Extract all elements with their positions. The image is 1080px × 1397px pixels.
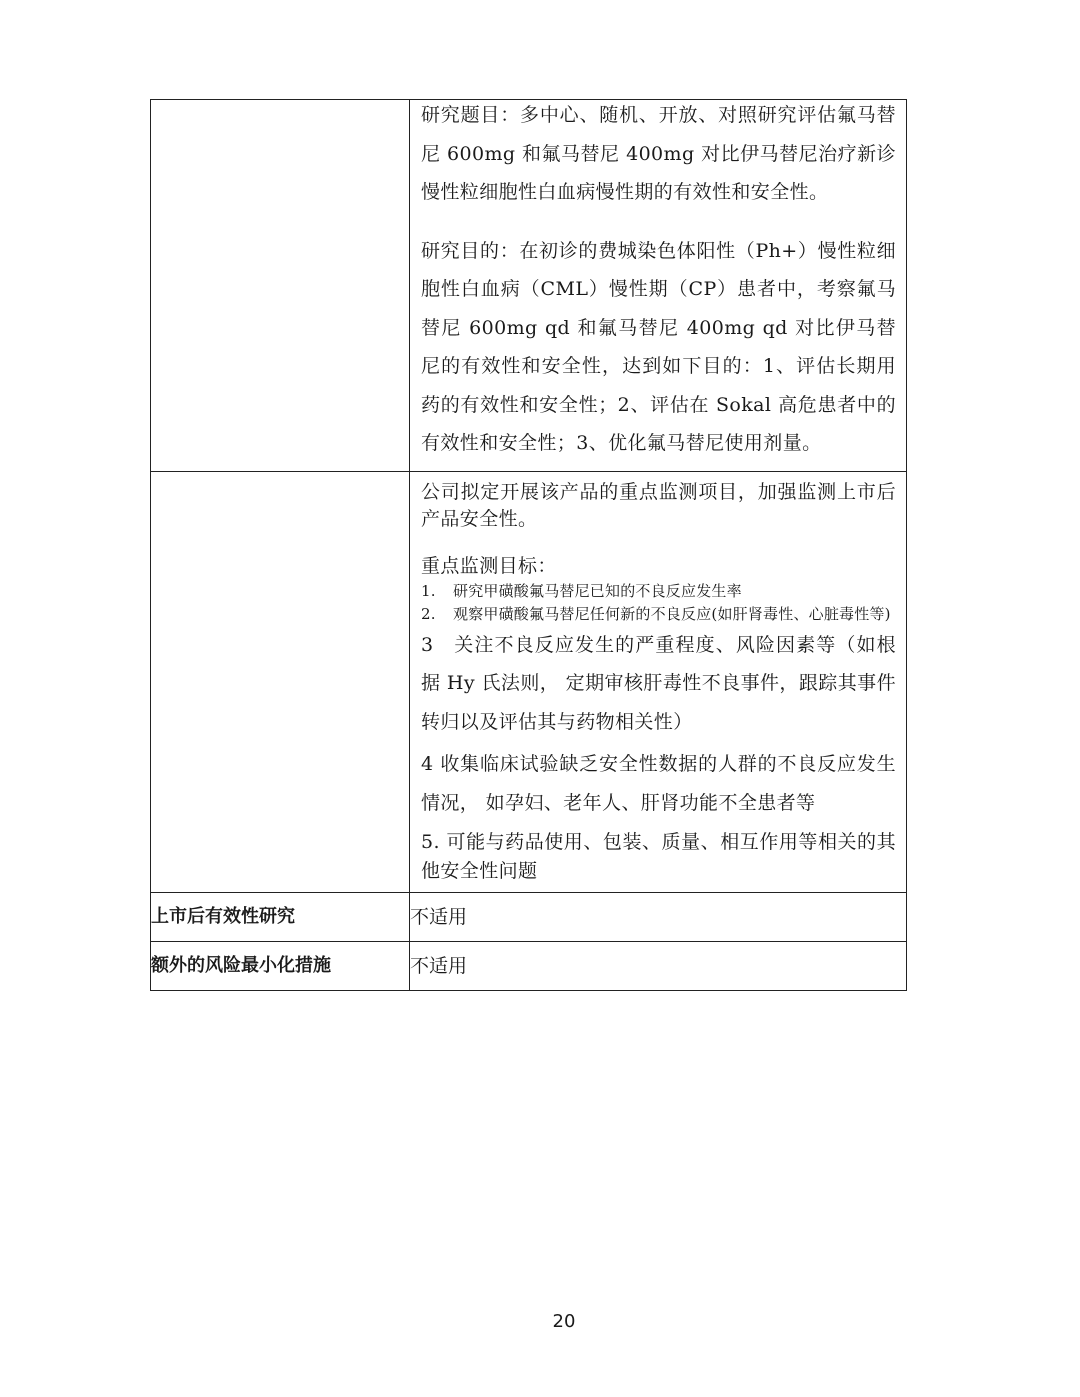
list-item-number: 2. (421, 604, 436, 623)
effectiveness-value: 不适用 (410, 893, 907, 942)
table-row-study (151, 100, 907, 472)
monitoring-targets-heading: 重点监测目标： (421, 554, 557, 577)
monitoring-item-3: 3 关注不良反应发生的严重程度、风险因素等（如根据 Hy 氏法则， 定期审核肝毒性不良事件，跟踪其事件转归以及评估其与药物相关性） (421, 633, 896, 733)
list-item-text: 观察甲磺酸氟马替尼任何新的不良反应(如肝肾毒性、心脏毒性等) (453, 604, 891, 623)
study-title: 研究题目：多中心、随机、开放、对照研究评估氟马替尼 600mg 和氟马替尼 400mg 对比伊马替尼治疗新诊慢性粒细胞性白血病慢性期的有效性和安全性。 (421, 104, 896, 203)
list-item (421, 580, 896, 603)
study-label-cell (151, 100, 410, 472)
risk-minimization-label: 额外的风险最小化措施 (151, 942, 410, 991)
rmp-table (150, 99, 907, 991)
table-row-effectiveness (151, 893, 907, 942)
list-item-number: 1. (421, 581, 436, 600)
list-item-text: 研究甲磺酸氟马替尼已知的不良反应发生率 (453, 581, 742, 600)
monitoring-item-5: 5. 可能与药品使用、包装、质量、相互作用等相关的其他安全性问题 (421, 831, 896, 882)
monitoring-label-cell (151, 471, 410, 893)
effectiveness-label: 上市后有效性研究 (151, 893, 410, 942)
monitoring-item-4: 4 收集临床试验缺乏安全性数据的人群的不良反应发生情况， 如孕妇、老年人、肝肾功能不全患者等 (421, 753, 896, 814)
page-number: 20 (552, 1311, 576, 1332)
table-row-monitoring (151, 471, 907, 893)
table-row-risk-minimization (151, 942, 907, 991)
risk-minimization-value: 不适用 (410, 942, 907, 991)
monitoring-content-cell (410, 471, 907, 893)
monitoring-intro: 公司拟定开展该产品的重点监测项目，加强监测上市后产品安全性。 (421, 480, 896, 530)
list-item (421, 603, 896, 626)
study-content-cell (410, 100, 907, 472)
study-purpose: 研究目的：在初诊的费城染色体阳性（Ph+）慢性粒细胞性白血病（CML）慢性期（CP）患者中，考察氟马替尼 600mg qd 和氟马替尼 400mg qd 对比伊马替尼的有效性和安全性，达到如下目的：1、评估长期用药的有效性和安全性；2、评估在 Sokal 高危患者中的有效性和安全性；3、优化氟马替尼使用剂量。 (421, 239, 896, 454)
